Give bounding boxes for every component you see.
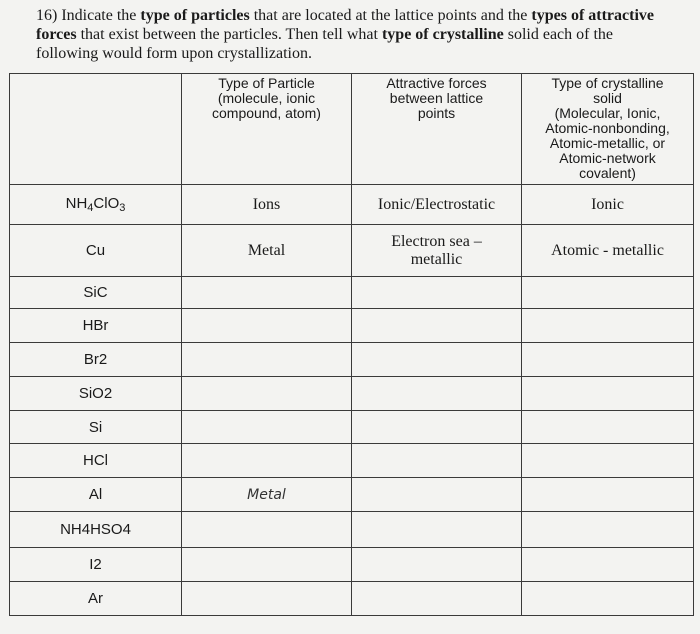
forces-cell — [352, 411, 522, 444]
particle-cell — [182, 309, 352, 343]
solid-cell — [522, 309, 694, 343]
particle-cell — [182, 411, 352, 444]
forces-cell — [352, 377, 522, 411]
particle-cell — [182, 582, 352, 616]
solid-cell — [522, 343, 694, 377]
solid-cell: Atomic - metallic — [522, 225, 694, 277]
particle-cell — [182, 512, 352, 548]
solid-cell — [522, 277, 694, 309]
solid-cell — [522, 512, 694, 548]
substance-cell: Ar — [10, 582, 182, 616]
forces-cell — [352, 309, 522, 343]
substance-cell: HCl — [10, 444, 182, 478]
solid-cell — [522, 411, 694, 444]
forces-cell — [352, 548, 522, 582]
table-row — [10, 478, 694, 512]
table-row — [10, 377, 694, 411]
substance-cell: Cu — [10, 225, 182, 277]
table-row — [10, 343, 694, 377]
particle-cell — [182, 377, 352, 411]
forces-cell: Electron sea – metallic — [352, 225, 522, 277]
forces-cell — [352, 343, 522, 377]
particle-cell: Ions — [182, 185, 352, 225]
substance-cell: Al — [10, 478, 182, 512]
particle-header: Type of Particle (molecule, ionic compound, atom) — [182, 74, 352, 185]
solid-header: Type of crystalline solid (Molecular, Ionic, Atomic-nonbonding, Atomic-metallic, or Atomic-network covalent) — [522, 74, 694, 185]
forces-cell: Ionic/Electrostatic — [352, 185, 522, 225]
forces-cell — [352, 512, 522, 548]
question-number: 16) — [36, 7, 58, 24]
particle-cell — [182, 444, 352, 478]
forces-header: Attractive forces between lattice points — [352, 74, 522, 185]
substance-cell: SiO2 — [10, 377, 182, 411]
substance-cell: I2 — [10, 548, 182, 582]
table-row — [10, 444, 694, 478]
forces-cell — [352, 277, 522, 309]
particle-cell — [182, 343, 352, 377]
substance-cell: NH4HSO4 — [10, 512, 182, 548]
particle-cell: Metal — [182, 478, 352, 512]
particle-cell: Metal — [182, 225, 352, 277]
table-row — [10, 411, 694, 444]
answer-table — [9, 73, 694, 616]
substance-cell: $NH_4ClO_3$ — [10, 185, 182, 225]
solid-cell — [522, 582, 694, 616]
question-text: 16) Indicate the type of particles that are located at the lattice points and the types of attractive forces that exist between the particles. Then tell what type of crystalline solid each of the following would form upon crystallization. — [36, 7, 655, 62]
table-row — [10, 512, 694, 548]
solid-cell — [522, 478, 694, 512]
table-row — [10, 309, 694, 343]
table-row — [10, 225, 694, 277]
substance-cell: Si — [10, 411, 182, 444]
substance-header — [10, 74, 182, 185]
solid-cell: Ionic — [522, 185, 694, 225]
substance-cell: Br2 — [10, 343, 182, 377]
solid-cell — [522, 548, 694, 582]
forces-cell — [352, 444, 522, 478]
forces-cell — [352, 582, 522, 616]
table-row — [10, 548, 694, 582]
solid-cell — [522, 377, 694, 411]
table-row — [10, 185, 694, 225]
table-row — [10, 277, 694, 309]
solid-cell — [522, 444, 694, 478]
particle-cell — [182, 548, 352, 582]
particle-cell — [182, 277, 352, 309]
forces-cell — [352, 478, 522, 512]
substance-cell: SiC — [10, 277, 182, 309]
header-row — [10, 74, 694, 185]
substance-cell: HBr — [10, 309, 182, 343]
table-row — [10, 582, 694, 616]
